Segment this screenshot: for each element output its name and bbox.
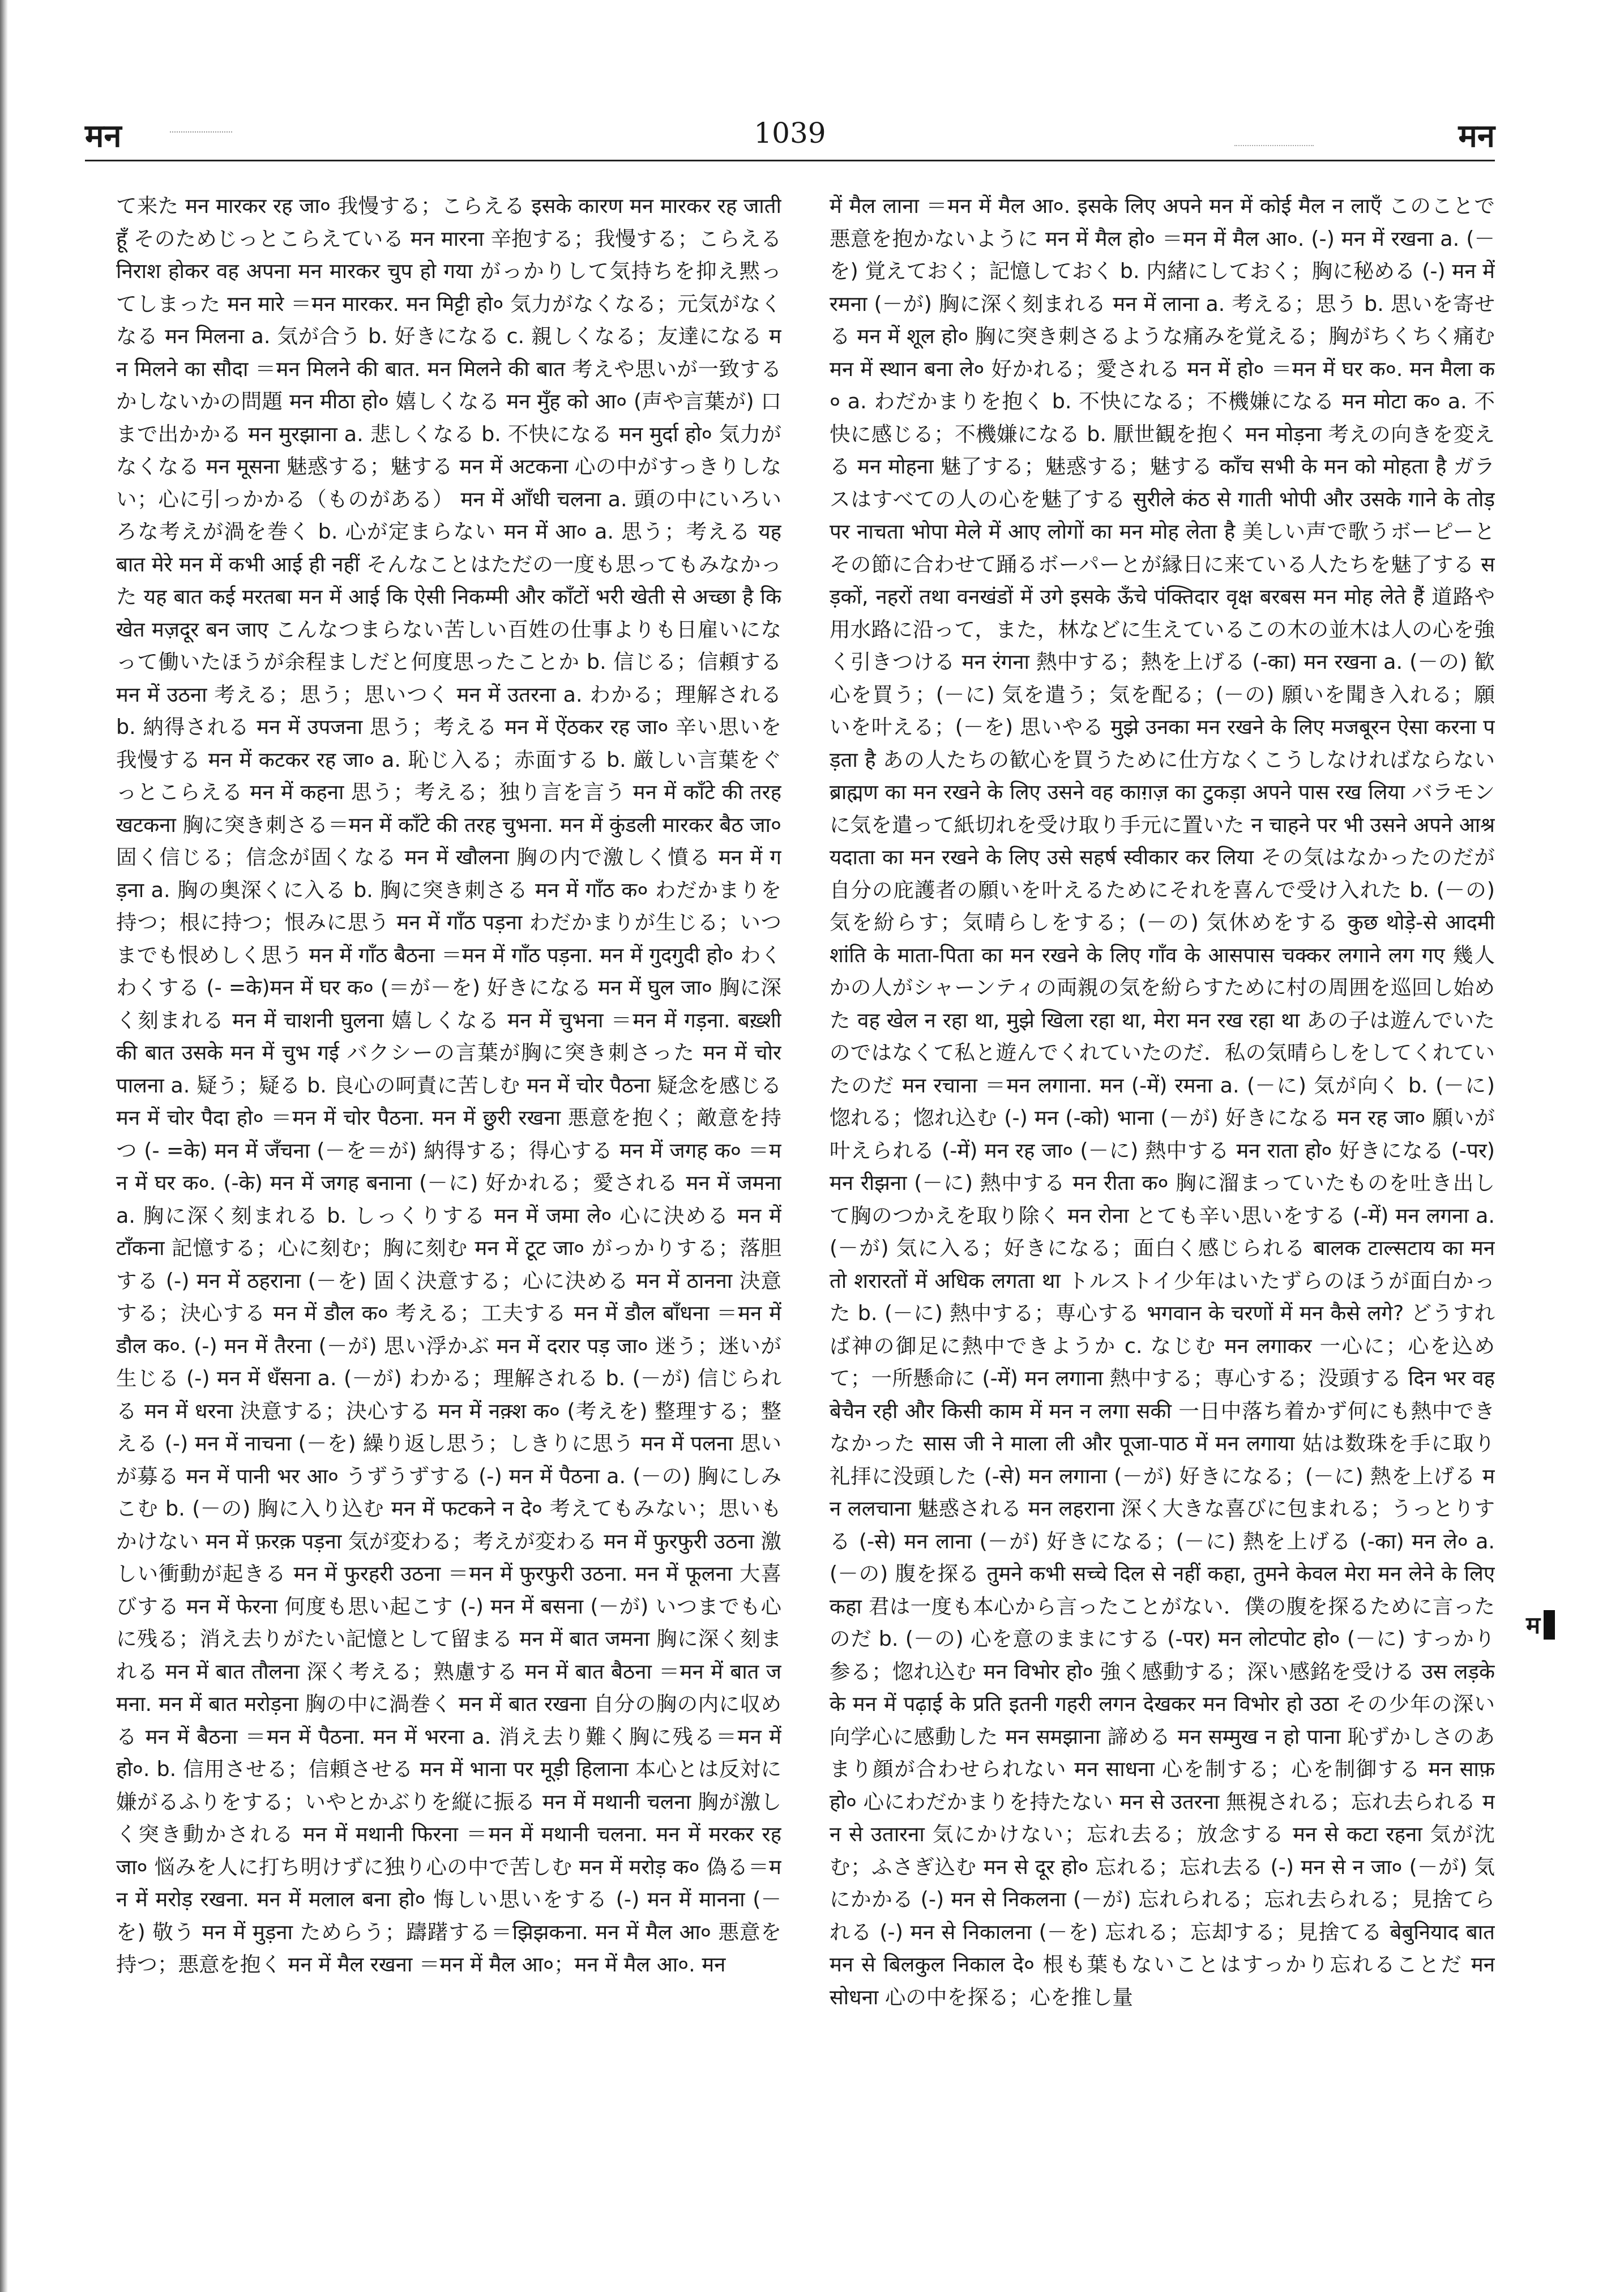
thumb-index-letter: म <box>1526 1611 1541 1639</box>
right-column: में मैल लाना ＝मन में मैल आ०. इसके लिए अपने मन में कोई मैल न लाएँ このことで悪意を抱かないように मन में मैल हो० ＝मन में मैल आ०. (-) मन में रखना a. (－を) 覚えておく；記憶しておく b. 内緒にしておく；胸に秘める (-) मन में रमना (－が) 胸に深く刻まれる मन में लाना a. 考える；思う b. 思いを寄せる मन में शूल हो० 胸に突き刺さるような痛みを覚える；胸がちくちく痛む मन में स्थान बना ले० 好かれる；愛される मन में हो० ＝मन में घर क०. मन मैला क० a. わだかまりを抱く b. 不快になる；不機嫌になる मन मोटा क० a. 不快に感じる；不機嫌になる b. 厭世観を抱く मन मोड़ना 考えの向きを変える मन मोहना 魅了する；魅惑する；魅する काँच सभी के मन को मोहता है ガラスはすべての人の心を魅了する सुरीले कंठ से गाती भोपी और उसके गाने के तोड़ पर नाचता भोपा मेले में आए लोगों का मन मोह लेता है 美しい声で歌うボーピーとその節に合わせて踊るボーパーとが縁日に来ている人たちを魅了する सड़कों, नहरों तथा वनखंडों में उगे इसके ऊँचे पंक्तिदार वृक्ष बरबस मन मोह लेते हैं 道路や用水路に沿って，また，林などに生えているこの木の並木は人の心を強く引きつける मन रंगना 熱中する；熱を上げる (-का) मन रखना a. (－の) 歓心を買う；(－に) 気を遣う；気を配る；(－の) 願いを聞き入れる；願いを叶える；(－を) 思いやる मुझे उनका मन रखने के लिए मजबूरन ऐसा करना पड़ता है あの人たちの歓心を買うために仕方なくこうしなければならない ब्राह्मण का मन रखने के लिए उसने वह काग़ज़ का टुकड़ा अपने पास रख लिया バラモンに気を遣って紙切れを受け取り手元に置いた न चाहने पर भी उसने अपने आश्रयदाता का मन रखने के लिए उसे सहर्ष स्वीकार कर लिया その気はなかったのだが自分の庇護者の願いを叶えるためにそれを喜んで受け入れた b. (－の) 気を紛らす；気晴らしをする；(－の) 気休めをする कुछ थोड़े-से आदमी शांति के माता-पिता का मन रखने के लिए गाँव के आसपास चक्कर लगाने लग गए 幾人かの人がシャーンティの両親の気を紛らすために村の周囲を巡回し始めた वह खेल न रहा था, मुझे खिला रहा था, मेरा मन रख रहा था あの子は遊んでいたのではなくて私と遊んでくれていたのだ．私の気晴らしをしてくれていたのだ मन रचाना ＝मन लगाना. मन (-में) रमना a. (－に) 気が向く b. (－に) 惚れる；惚れ込む (-) मन (-को) भाना (－が) 好きになる मन रह जा० 願いが叶えられる (-में) मन रह जा० (－に) 熱中する मन राता हो० 好きになる (-पर) मन रीझना (－に) 熱中する मन रीता क० 胸に溜まっていたものを吐き出して胸のつかえを取り除く मन रोना とても辛い思いをする (-में) मन लगना a. (－が) 気に入る；好きになる；面白く感じられる बालक टाल्सटाय का मन तो शरारतों में अधिक लगता था トルストイ少年はいたずらのほうが面白かった b. (－に) 熱中する；専心する भगवान के चरणों में मन कैसे लगे? どうすれば神の御足に熱中できようか c. なじむ मन लगाकर 一心に；心を込めて；一所懸命に (-में) मन लगाना 熱中する；専心する；没頭する दिन भर वह बेचैन रही और किसी काम में मन न लगा सकी 一日中落ち着かず何にも熱中できなかった सास जी ने माला ली और पूजा-पाठ में मन लगाया 姑は数珠を手に取り礼拝に没頭した (-से) मन लगाना (－が) 好きになる；(－に) 熱を上げる मन ललचाना 魅惑される मन लहराना 深く大きな喜びに包まれる；うっとりする (-से) मन लाना (－が) 好きになる；(－に) 熱を上げる (-का) मन ले० a. (－の) 腹を探る तुमने कभी सच्चे दिल से नहीं कहा, तुमने केवल मेरा मन लेने के लिए कहा 君は一度も本心から言ったことがない．僕の腹を探るために言ったのだ b. (－の) 心を意のままにする (-पर) मन लोटपोट हो० (－に) すっかり参る；惚れ込む मन विभोर हो० 強く感動する；深い感銘を受ける उस लड़के के मन में पढ़ाई के प्रति इतनी गहरी लगन देखकर मन विभोर हो उठा その少年の深い向学心に感動した मन समझाना 諦める मन सम्मुख न हो पाना 恥ずかしさのあまり顔が合わせられない मन साधना 心を制する；心を制御する मन साफ़ हो० 心にわだかまりを持たない मन से उतरना 無視される；忘れ去られる मन से उतारना 気にかけない；忘れ去る；放念する मन से कटा रहना 気が沈む；ふさぎ込む मन से दूर हो० 忘れる；忘れ去る (-) मन से न जा० (－が) 気にかかる (-) मन से निकलना (－が) 忘れられる；忘れ去られる；見捨てられる (-) मन से निकालना (－を) 忘れる；忘却する；見捨てる बेबुनियाद बात मन से बिलकुल निकाल दे० 根も葉もないことはすっかり忘れることだ मन सोधना 心の中を探る；心を推し量 <box>830 194 1495 2009</box>
page-number: 1039 <box>754 117 826 150</box>
thumb-index-tab <box>1526 1608 1555 1641</box>
guide-word-left: मन <box>85 118 122 155</box>
thumb-index-mark <box>1544 1610 1555 1640</box>
guide-word-right: मन <box>1458 118 1495 155</box>
left-column: て来た मन मारकर रह जा० 我慢する；こらえる इसके कारण मन मारकर रह जाती हूँ そのためじっとこらえている मन मारना 辛抱する；我慢する；こらえる निराश होकर वह अपना मन मारकर चुप हो गया がっかりして気持ちを抑え黙ってしまった मन मारे ＝मन मारकर. मन मिट्टी हो० 気力がなくなる；元気がなくなる मन मिलना a. 気が合う b. 好きになる c. 親しくなる；友達になる मन मिलने का सौदा ＝मन मिलने की बात. मन मिलने की बात 考えや思いが一致するかしないかの問題 मन मीठा हो० 嬉しくなる मन मुँह को आ० (声や言葉が) 口まで出かかる मन मुरझाना a. 悲しくなる b. 不快になる मन मुर्दा हो० 気力がなくなる मन मूसना 魅惑する；魅する मन में अटकना 心の中がすっきりしない；心に引っかかる（ものがある） मन में आँधी चलना a. 頭の中にいろいろな考えが渦を巻く b. 心が定まらない मन में आ० a. 思う；考える यह बात मेरे मन में कभी आई ही नहीं そんなことはただの一度も思ってもみなかった यह बात कई मरतबा मन में आई कि ऐसी निकम्मी और काँटों भरी खेती से अच्छा है कि खेत मज़दूर बन जाए こんなつまらない苦しい百姓の仕事よりも日雇いになって働いたほうが余程ましだと何度思ったことか b. 信じる；信頼する मन में उठना 考える；思う；思いつく मन में उतरना a. わかる；理解される b. 納得される मन में उपजना 思う；考える मन में ऐंठकर रह जा० 辛い思いを我慢する मन में कटकर रह जा० a. 恥じ入る；赤面する b. 厳しい言葉をぐっとこらえる मन में कहना 思う；考える；独り言を言う मन में काँटे की तरह खटकना 胸に突き刺さる＝मन में काँटे की तरह चुभना. मन में कुंडली मारकर बैठ जा० 固く信じる；信念が固くなる मन में खौलना 胸の内で激しく憤る मन में गड़ना a. 胸の奥深くに入る b. 胸に突き刺さる मन में गाँठ क० わだかまりを持つ；根に持つ；恨みに思う मन में गाँठ पड़ना わだかまりが生じる；いつまでも恨めしく思う मन में गाँठ बैठना ＝मन में गाँठ पड़ना. मन में गुदगुदी हो० わくわくする (- =के)मन में घर क० (＝が－を) 好きになる मन में घुल जा० 胸に深く刻まれる मन में चाशनी घुलना 嬉しくなる मन में चुभना ＝मन में गड़ना. बख़्शी की बात उसके मन में चुभ गई バクシーの言葉が胸に突き刺さった मन में चोर पालना a. 疑う；疑る b. 良心の呵責に苦しむ मन में चोर पैठना 疑念を感じる मन में चोर पैदा हो० ＝मन में चोर पैठना. मन में छुरी रखना 悪意を抱く；敵意を持つ (- =के) मन में जँचना (－を＝が) 納得する；得心する मन में जगह क० ＝मन में घर क०. (-के) मन में जगह बनाना (－に) 好かれる；愛される मन में जमना a. 胸に深く刻まれる b. しっくりする मन में जमा ले० 心に決める मन में टाँकना 記憶する；心に刻む；胸に刻む मन में टूट जा० がっかりする；落胆する (-) मन में ठहराना (－を) 固く決意する；心に決める मन में ठानना 決意する；決心する मन में डौल क० 考える；工夫する मन में डौल बाँधना ＝मन में डौल क०. (-) मन में तैरना (－が) 思い浮かぶ मन में दरार पड़ जा० 迷う；迷いが生じる (-) मन में धँसना a. (－が) わかる；理解される b. (－が) 信じられる मन में धरना 決意する；決心する मन में नक़्श क० (考えを) 整理する；整える (-) मन में नाचना (－を) 繰り返し思う；しきりに思う मन में पलना 思いが募る मन में पानी भर आ० うずうずする (-) मन में पैठना a. (－の) 胸にしみこむ b. (－の) 胸に入り込む मन में फटकने न दे० 考えてもみない；思いもかけない मन में फ़रक़ पड़ना 気が変わる；考えが変わる मन में फुरफुरी उठना 激しい衝動が起きる मन में फुरहरी उठना ＝मन में फुरफुरी उठना. मन में फूलना 大喜びする मन में फेरना 何度も思い起こす (-) मन में बसना (－が) いつまでも心に残る；消え去りがたい記憶として留まる मन में बात जमना 胸に深く刻まれる मन में बात तौलना 深く考える；熟慮する मन में बात बैठना ＝मन में बात जमना. मन में बात मरोड़ना 胸の中に渦巻く मन में बात रखना 自分の胸の内に収める मन में बैठना ＝मन में पैठना. मन में भरना a. 消え去り難く胸に残る＝मन में हो०. b. 信用させる；信頼させる मन में भाना पर मूड़ी हिलाना 本心とは反対に嫌がるふりをする；いやとかぶりを縦に振る मन में मथानी चलना 胸が激しく突き動かされる मन में मथानी फिरना ＝मन में मथानी चलना. मन में मरकर रह जा० 悩みを人に打ち明けずに独り心の中で苦しむ मन में मरोड़ क० 偽る＝मन में मरोड़ रखना. मन में मलाल बना हो० 悔しい思いをする (-) मन में मानना (－を) 敬う मन में मुड़ना ためらう；躊躇する＝झिझकना. मन में मैल आ० 悪意を持つ；悪意を抱く मन में मैल रखना ＝मन में मैल आ०；मन में मैल आ०. मन <box>116 194 781 1977</box>
dictionary-body <box>116 190 1495 2240</box>
page-header <box>85 113 1495 164</box>
header-rule <box>85 160 1495 161</box>
scan-edge <box>0 0 8 2292</box>
